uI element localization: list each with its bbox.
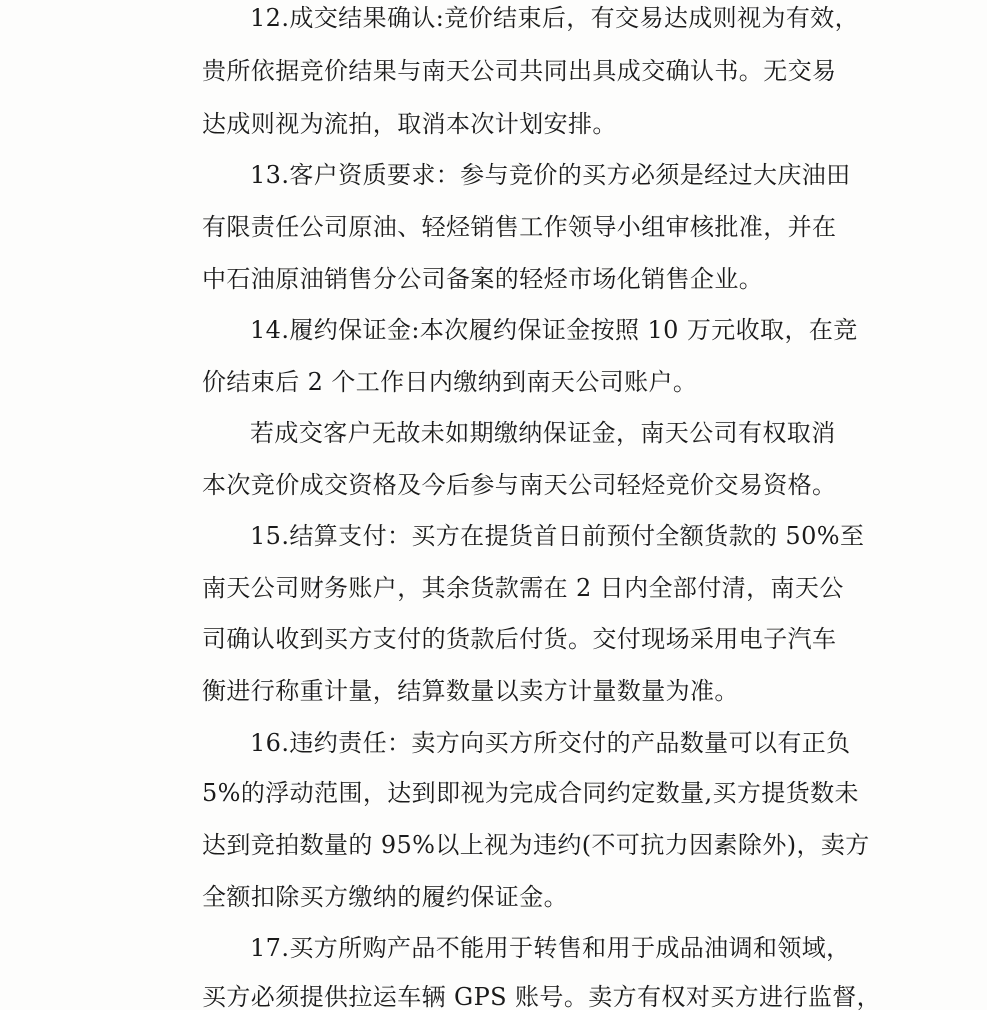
paragraph-12-line-2: 贵所依据竞价结果与南天公司共同出具成交确认书。无交易: [202, 57, 837, 85]
paragraph-12-line-1: 12.成交结果确认:竞价结束后，有交易达成则视为有效，: [250, 4, 860, 32]
paragraph-15-line-3: 司确认收到买方支付的货款后付货。交付现场采用电子汽车: [202, 625, 837, 653]
paragraph-14-line-1: 14.履约保证金:本次履约保证金按照 10 万元收取，在竞: [250, 316, 858, 344]
paragraph-14b-line-2: 本次竞价成交资格及今后参与南天公司轻烃竞价交易资格。: [202, 471, 837, 499]
paragraph-14b-line-1: 若成交客户无故未如期缴纳保证金，南天公司有权取消: [250, 419, 836, 447]
paragraph-13-line-2: 有限责任公司原油、轻烃销售工作领导小组审核批准，并在: [202, 213, 837, 241]
paragraph-16-line-3: 达到竞拍数量的 95%以上视为违约(不可抗力因素除外)，卖方: [202, 831, 870, 859]
paragraph-16-line-2: 5%的浮动范围，达到即视为完成合同约定数量,买方提货数未: [202, 779, 859, 807]
paragraph-15-line-1: 15.结算支付：买方在提货首日前预付全额货款的 50%至: [250, 522, 865, 550]
paragraph-17-line-1: 17.买方所购产品不能用于转售和用于成品油调和领域，: [250, 934, 851, 962]
paragraph-14-line-2: 价结束后 2 个工作日内缴纳到南天公司账户。: [202, 368, 698, 396]
paragraph-15-line-4: 衡进行称重计量，结算数量以卖方计量数量为准。: [202, 677, 739, 705]
paragraph-16-line-4: 全额扣除买方缴纳的履约保证金。: [202, 883, 568, 911]
paragraph-13-line-1: 13.客户资质要求：参与竞价的买方必须是经过大庆油田: [250, 161, 851, 189]
paragraph-16-line-1: 16.违约责任：卖方向买方所交付的产品数量可以有正负: [250, 729, 851, 757]
paragraph-15-line-2: 南天公司财务账户，其余货款需在 2 日内全部付清，南天公: [202, 574, 844, 602]
paragraph-12-line-3: 达成则视为流拍，取消本次计划安排。: [202, 110, 617, 138]
paragraph-13-line-3: 中石油原油销售分公司备案的轻烃市场化销售企业。: [202, 265, 764, 293]
paragraph-17-line-2: 买方必须提供拉运车辆 GPS 账号。卖方有权对买方进行监督，: [202, 983, 882, 1011]
